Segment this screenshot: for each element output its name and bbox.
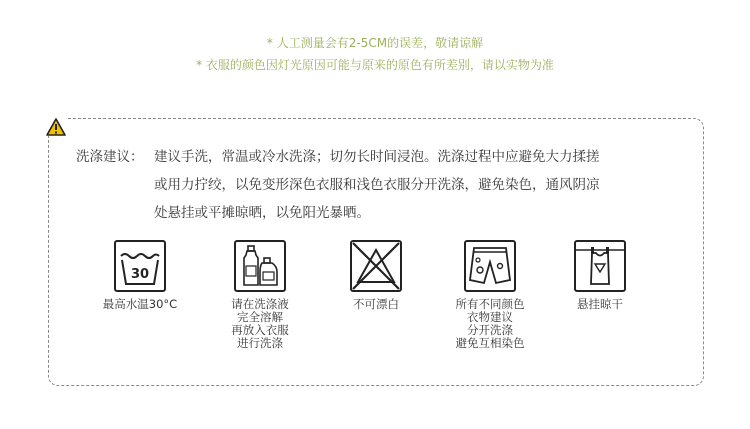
note-measurement: * 人工测量会有2-5CM的误差，敬请谅解 [266,36,484,50]
label-line: 悬挂晾干 [577,297,623,311]
label-line: 不可漂白 [353,297,399,311]
notes [0,32,750,76]
advice-line: 建议手洗，常温或冷水洗涤；切勿长时间浸泡。洗涤过程中应避免大力揉搓 [154,149,600,165]
symbol-separate-colors [430,238,550,350]
wash-temp-text: 30 [130,267,150,282]
detergent-icon [232,238,288,294]
symbol-no-bleach [316,238,436,311]
note-color: * 衣服的颜色因灯光原因可能与原来的原色有所差别，请以实物为准 [196,58,554,72]
label-line: 避免互相染色 [455,336,525,350]
symbol-label [430,298,550,350]
warning-icon [46,118,66,136]
label-line: 再放入衣服 [231,323,289,337]
symbol-label [80,298,200,311]
separate-colors-icon [462,238,518,294]
label-line: 完全溶解 [237,310,283,324]
washing-advice [76,143,696,227]
hang-dry-icon [572,238,628,294]
symbol-detergent [200,238,320,350]
symbol-hang-dry [540,238,660,311]
wash-30-icon [112,238,168,294]
care-symbols [48,238,704,368]
advice-heading: 洗涤建议： [76,149,144,165]
label-line: 分开洗涤 [467,323,513,337]
label-line: 最高水温30°C [102,297,178,311]
label-line: 衣物建议 [467,310,513,324]
symbol-label [540,298,660,311]
symbol-wash-30 [80,238,200,311]
symbol-label [200,298,320,350]
advice-line: 处悬挂或平摊晾晒，以免阳光暴晒。 [154,205,370,221]
label-line: 所有不同颜色 [455,297,525,311]
label-line: 请在洗涤液 [231,297,289,311]
no-bleach-icon [348,238,404,294]
symbol-label [316,298,436,311]
label-line: 进行洗涤 [237,336,283,350]
advice-text [154,143,684,227]
advice-line: 或用力拧绞，以免变形深色衣服和浅色衣服分开洗涤，避免染色，通风阴凉 [154,177,600,193]
